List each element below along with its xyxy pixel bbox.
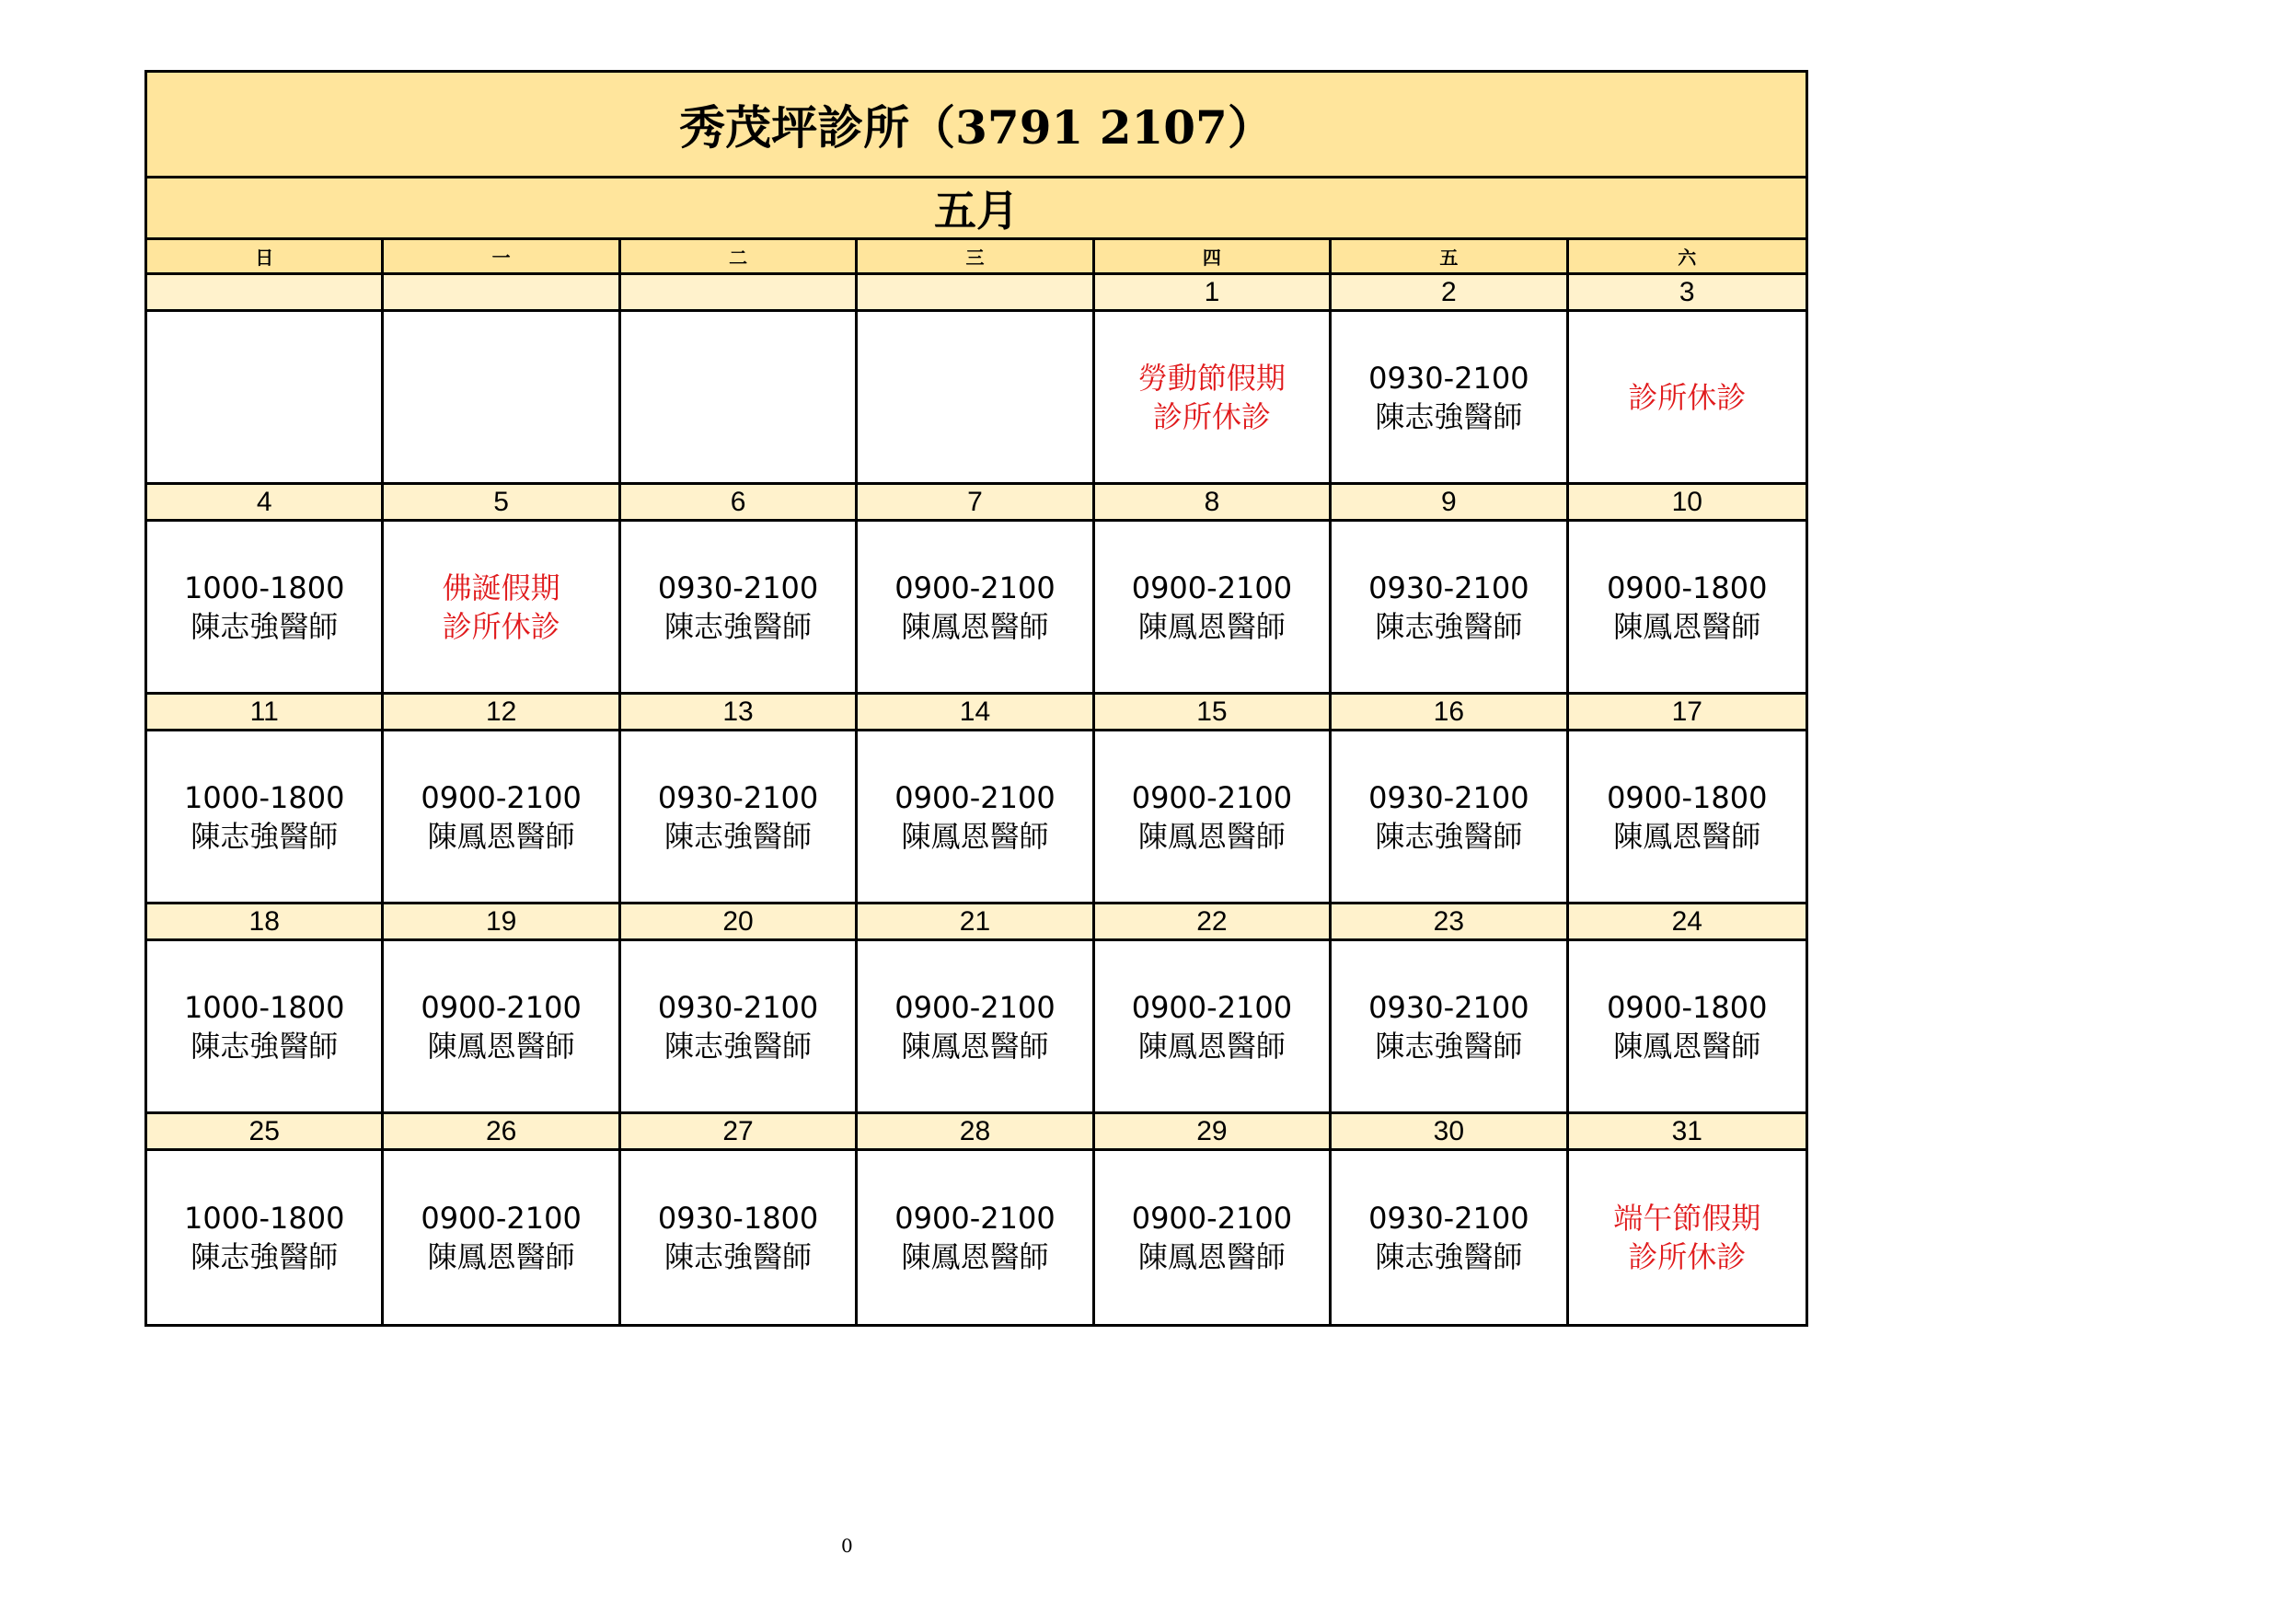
doctor-name: 陳志強醫師 xyxy=(1375,1028,1523,1064)
day-cell xyxy=(147,731,384,904)
clinic-hours: 0900-2100 xyxy=(894,779,1056,815)
doctor-name: 陳志強醫師 xyxy=(1375,398,1523,434)
doctor-name: 陳鳳恩醫師 xyxy=(1613,1028,1761,1064)
doctor-name: 陳志強醫師 xyxy=(1375,608,1523,644)
clinic-hours: 0930-2100 xyxy=(1368,360,1529,396)
date-number: 29 xyxy=(1095,1114,1332,1151)
calendar-grid xyxy=(147,240,1806,1324)
day-cell xyxy=(858,941,1094,1114)
day-cell xyxy=(1332,731,1568,904)
date-number xyxy=(621,275,858,312)
weekday-header-sat: 六 xyxy=(1569,240,1806,275)
doctor-name: 陳鳳恩醫師 xyxy=(427,818,575,854)
clinic-hours: 0930-2100 xyxy=(1368,1201,1529,1236)
day-cell xyxy=(384,1151,620,1324)
day-cell xyxy=(621,522,858,695)
day-cell xyxy=(858,312,1094,485)
clinic-hours: 0900-2100 xyxy=(421,1201,582,1236)
date-number: 24 xyxy=(1569,904,1806,941)
holiday-notice: 診所休診 xyxy=(1628,379,1747,415)
date-number: 15 xyxy=(1095,695,1332,731)
day-cell xyxy=(1332,1151,1568,1324)
weekday-header-thu: 四 xyxy=(1095,240,1332,275)
clinic-hours: 0900-1800 xyxy=(1607,989,1768,1025)
day-cell xyxy=(384,312,620,485)
doctor-name: 陳鳳恩醫師 xyxy=(901,1239,1049,1274)
doctor-name: 陳志強醫師 xyxy=(664,608,813,644)
weekday-header-fri: 五 xyxy=(1332,240,1568,275)
date-number: 11 xyxy=(147,695,384,731)
date-number: 14 xyxy=(858,695,1094,731)
day-cell xyxy=(1332,312,1568,485)
holiday-notice: 勞動節假期 xyxy=(1137,360,1286,396)
clinic-title: 秀茂坪診所（3791 2107） xyxy=(147,73,1806,178)
day-cell xyxy=(858,1151,1094,1324)
day-cell xyxy=(1332,522,1568,695)
holiday-notice: 端午節假期 xyxy=(1613,1201,1761,1236)
day-cell xyxy=(147,312,384,485)
date-number: 17 xyxy=(1569,695,1806,731)
clinic-calendar xyxy=(144,70,1808,1327)
doctor-name: 陳鳳恩醫師 xyxy=(1613,608,1761,644)
clinic-hours: 1000-1800 xyxy=(184,989,345,1025)
doctor-name: 陳志強醫師 xyxy=(1375,818,1523,854)
doctor-name: 陳鳳恩醫師 xyxy=(427,1239,575,1274)
date-number: 18 xyxy=(147,904,384,941)
doctor-name: 陳鳳恩醫師 xyxy=(901,1028,1049,1064)
clinic-hours: 0930-2100 xyxy=(657,570,819,605)
day-cell xyxy=(384,731,620,904)
doctor-name: 陳鳳恩醫師 xyxy=(1137,1028,1286,1064)
doctor-name: 陳志強醫師 xyxy=(664,1239,813,1274)
doctor-name: 陳鳳恩醫師 xyxy=(901,818,1049,854)
date-number: 13 xyxy=(621,695,858,731)
weekday-header-wed: 三 xyxy=(858,240,1094,275)
doctor-name: 陳鳳恩醫師 xyxy=(427,1028,575,1064)
clinic-hours: 1000-1800 xyxy=(184,1201,345,1236)
date-number: 28 xyxy=(858,1114,1094,1151)
clinic-hours: 0930-1800 xyxy=(657,1201,819,1236)
day-cell xyxy=(858,522,1094,695)
clinic-hours: 0900-1800 xyxy=(1607,570,1768,605)
day-cell-closed xyxy=(1569,1151,1806,1324)
day-cell xyxy=(621,1151,858,1324)
date-number xyxy=(147,275,384,312)
date-number: 6 xyxy=(621,485,858,522)
closure-notice: 診所休診 xyxy=(442,608,560,644)
date-number: 5 xyxy=(384,485,620,522)
weekday-header-sun: 日 xyxy=(147,240,384,275)
day-cell xyxy=(147,941,384,1114)
doctor-name: 陳鳳恩醫師 xyxy=(901,608,1049,644)
clinic-hours: 0930-2100 xyxy=(1368,779,1529,815)
day-cell xyxy=(1569,941,1806,1114)
doctor-name: 陳志強醫師 xyxy=(190,818,339,854)
date-number xyxy=(858,275,1094,312)
date-number: 19 xyxy=(384,904,620,941)
day-cell-closed xyxy=(1095,312,1332,485)
doctor-name: 陳志強醫師 xyxy=(190,1239,339,1274)
doctor-name: 陳志強醫師 xyxy=(664,1028,813,1064)
day-cell xyxy=(1095,731,1332,904)
doctor-name: 陳鳳恩醫師 xyxy=(1137,818,1286,854)
clinic-hours: 0930-2100 xyxy=(657,779,819,815)
day-cell xyxy=(1095,1151,1332,1324)
day-cell xyxy=(1569,522,1806,695)
doctor-name: 陳鳳恩醫師 xyxy=(1137,608,1286,644)
date-number: 26 xyxy=(384,1114,620,1151)
clinic-hours: 0900-2100 xyxy=(421,779,582,815)
day-cell-closed xyxy=(384,522,620,695)
day-cell-closed xyxy=(1569,312,1806,485)
clinic-hours: 1000-1800 xyxy=(184,570,345,605)
date-number: 30 xyxy=(1332,1114,1568,1151)
doctor-name: 陳鳳恩醫師 xyxy=(1613,818,1761,854)
date-number: 7 xyxy=(858,485,1094,522)
doctor-name: 陳鳳恩醫師 xyxy=(1137,1239,1286,1274)
date-number: 1 xyxy=(1095,275,1332,312)
date-number: 22 xyxy=(1095,904,1332,941)
day-cell xyxy=(1095,941,1332,1114)
clinic-hours: 0900-2100 xyxy=(1131,779,1293,815)
date-number: 31 xyxy=(1569,1114,1806,1151)
weekday-header-tue: 二 xyxy=(621,240,858,275)
clinic-hours: 0930-2100 xyxy=(657,989,819,1025)
day-cell xyxy=(1095,522,1332,695)
clinic-hours: 0900-2100 xyxy=(894,989,1056,1025)
clinic-hours: 0900-2100 xyxy=(1131,989,1293,1025)
day-cell xyxy=(384,941,620,1114)
closure-notice: 診所休診 xyxy=(1152,398,1271,434)
date-number: 25 xyxy=(147,1114,384,1151)
day-cell xyxy=(147,1151,384,1324)
clinic-hours: 0900-2100 xyxy=(894,1201,1056,1236)
clinic-hours: 0900-2100 xyxy=(894,570,1056,605)
date-number xyxy=(384,275,620,312)
month-title: 五月 xyxy=(147,178,1806,240)
holiday-notice: 佛誕假期 xyxy=(442,570,560,605)
weekday-header-mon: 一 xyxy=(384,240,620,275)
date-number: 3 xyxy=(1569,275,1806,312)
date-number: 20 xyxy=(621,904,858,941)
doctor-name: 陳志強醫師 xyxy=(190,608,339,644)
clinic-hours: 1000-1800 xyxy=(184,779,345,815)
day-cell xyxy=(621,731,858,904)
doctor-name: 陳志強醫師 xyxy=(190,1028,339,1064)
day-cell xyxy=(621,941,858,1114)
date-number: 8 xyxy=(1095,485,1332,522)
date-number: 9 xyxy=(1332,485,1568,522)
clinic-hours: 0900-1800 xyxy=(1607,779,1768,815)
date-number: 21 xyxy=(858,904,1094,941)
clinic-hours: 0900-2100 xyxy=(1131,1201,1293,1236)
doctor-name: 陳志強醫師 xyxy=(664,818,813,854)
page-number: 0 xyxy=(841,1535,853,1557)
date-number: 27 xyxy=(621,1114,858,1151)
clinic-hours: 0900-2100 xyxy=(1131,570,1293,605)
day-cell xyxy=(858,731,1094,904)
date-number: 16 xyxy=(1332,695,1568,731)
clinic-hours: 0900-2100 xyxy=(421,989,582,1025)
doctor-name: 陳志強醫師 xyxy=(1375,1239,1523,1274)
day-cell xyxy=(621,312,858,485)
day-cell xyxy=(1569,731,1806,904)
date-number: 23 xyxy=(1332,904,1568,941)
closure-notice: 診所休診 xyxy=(1628,1239,1747,1274)
day-cell xyxy=(147,522,384,695)
date-number: 2 xyxy=(1332,275,1568,312)
clinic-hours: 0930-2100 xyxy=(1368,570,1529,605)
day-cell xyxy=(1332,941,1568,1114)
date-number: 4 xyxy=(147,485,384,522)
clinic-hours: 0930-2100 xyxy=(1368,989,1529,1025)
date-number: 12 xyxy=(384,695,620,731)
date-number: 10 xyxy=(1569,485,1806,522)
